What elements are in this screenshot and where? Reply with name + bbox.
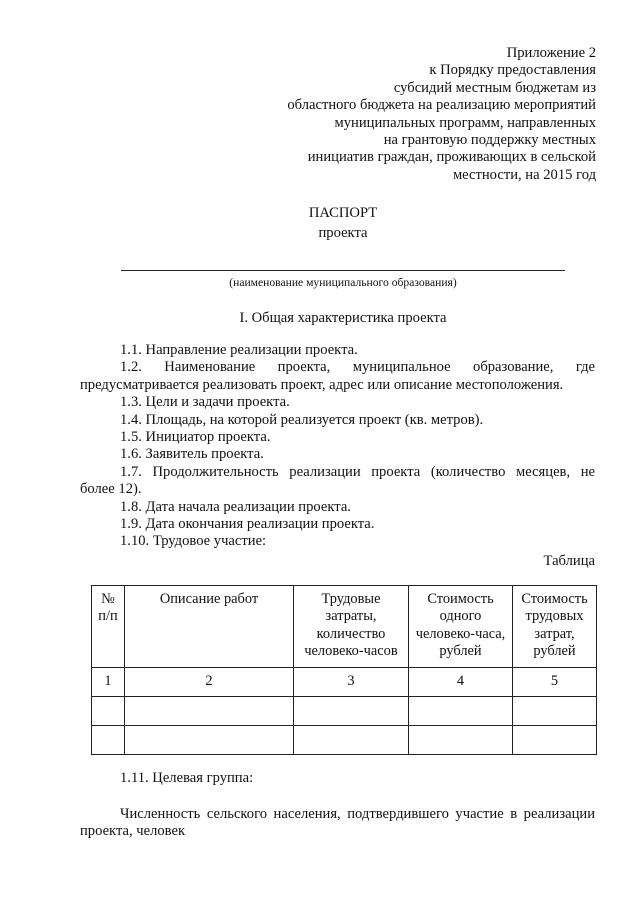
header-cell-hour-cost: Стоимость одного человеко-часа, рублей: [409, 586, 513, 668]
appendix-line: областного бюджета на реализацию мероприятий: [287, 97, 596, 114]
appendix-line: к Порядку предоставления: [429, 62, 596, 79]
list-item: более 12).: [80, 481, 142, 498]
table-cell: [92, 726, 125, 755]
table-cell: [294, 697, 409, 726]
table-cell: [125, 726, 294, 755]
appendix-header: [176, 45, 596, 184]
document-subtitle: проекта: [318, 225, 368, 241]
list-item: 1.4. Площадь, на которой реализуется проект (кв. метров).: [120, 411, 484, 428]
header-cell-labor-cost: Стоимость трудовых затрат, рублей: [513, 586, 597, 668]
table-caption: Таблица: [543, 553, 595, 569]
appendix-line: местности, на 2015 год: [452, 166, 596, 183]
table-cell: 1: [92, 667, 125, 696]
table-cell: [294, 726, 409, 755]
document-title: ПАСПОРТ: [308, 205, 378, 221]
table-cell: [513, 726, 597, 755]
target-group-heading: 1.11. Целевая группа:: [120, 770, 254, 786]
labor-participation-table: [91, 585, 597, 755]
municipality-fill-line: [121, 270, 565, 271]
table-cell: [409, 697, 513, 726]
table-cell: [409, 726, 513, 755]
table-cell: [92, 697, 125, 726]
list-item: 1.2. Наименование проекта, муниципальное образование, где: [120, 359, 595, 376]
section-heading: I. Общая характеристика проекта: [239, 310, 447, 326]
header-cell-number: № п/п: [92, 586, 125, 668]
population-text: Численность сельского населения, подтвердившего участие в реализации проекта, человек: [80, 806, 595, 840]
characteristics-list: [80, 342, 595, 551]
list-item: 1.8. Дата начала реализации проекта.: [120, 498, 351, 515]
table-header-row: [92, 586, 597, 668]
table-cell: 4: [409, 667, 513, 696]
appendix-line: на грантовую поддержку местных: [383, 132, 596, 149]
table-cell: 2: [125, 667, 294, 696]
table-cell: 3: [294, 667, 409, 696]
appendix-line: субсидий местным бюджетам из: [393, 79, 596, 96]
header-cell-work-description: Описание работ: [125, 586, 294, 668]
list-item: 1.1. Направление реализации проекта.: [120, 342, 358, 358]
table-cell: [513, 697, 597, 726]
list-item: 1.10. Трудовое участие:: [120, 533, 267, 550]
list-item: предусматривается реализовать проект, адрес или описание местоположения.: [80, 376, 564, 393]
list-item: 1.6. Заявитель проекта.: [120, 446, 264, 463]
table-cell: [125, 697, 294, 726]
list-item: 1.9. Дата окончания реализации проекта.: [120, 516, 375, 533]
municipality-caption: (наименование муниципального образования): [229, 276, 457, 289]
list-item: 1.7. Продолжительность реализации проекта (количество месяцев, не: [120, 463, 595, 480]
appendix-line: муниципальных программ, направленных: [334, 114, 596, 131]
table-row: [92, 726, 597, 755]
list-item: 1.3. Цели и задачи проекта.: [120, 394, 290, 411]
header-cell-labor-hours: Трудовые затраты, количество человеко-часов: [294, 586, 409, 668]
list-item: 1.5. Инициатор проекта.: [120, 429, 271, 446]
appendix-line: Приложение 2: [506, 45, 596, 61]
table-cell: 5: [513, 667, 597, 696]
table-row: [92, 667, 597, 696]
table-row: [92, 697, 597, 726]
appendix-line: инициатив граждан, проживающих в сельской: [307, 149, 596, 166]
